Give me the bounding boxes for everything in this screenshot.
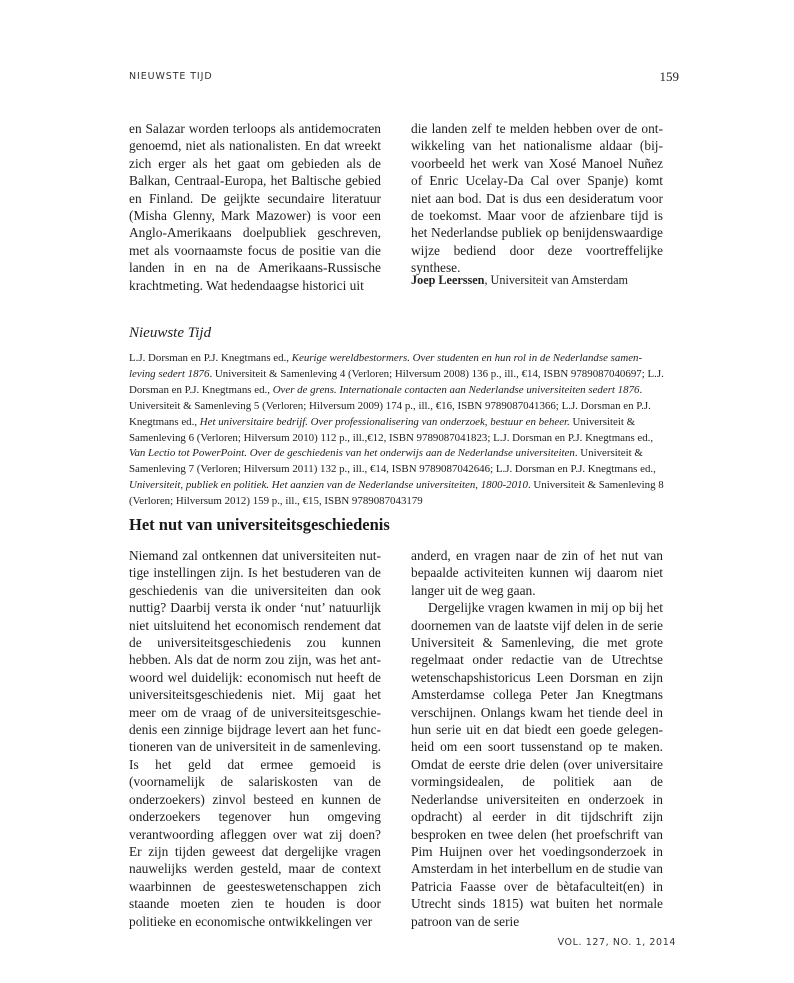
bib-authors: L.J. Dorsman en P.J. Knegtmans ed., [493,431,654,444]
bib-details: . Universiteit & Samenleving 4 (Verloren; Hilversum 2008) 136 p., ill., €14, ISBN 9789087040697; [209,367,648,380]
article-right-column [411,547,663,930]
article-left-column [129,547,381,930]
bib-title: Het universitaire bedrijf. Over professionalisering van onderzoek, bestuur en beheer. [199,415,570,428]
bib-title: Over de grens. Internationale contacten aan Nederlandse universiteiten sedert 1876 [272,383,640,396]
reviewer-affiliation: , Universiteit van Amsterdam [484,273,628,287]
reviewer-name: Joep Leerssen [411,273,485,287]
bib-details: Universiteit & Samenleving 6 (Verloren; Hilversum 2010) 112 p., ill.,€12, ISBN 9789087041823; [129,415,636,444]
bib-details: . Universiteit & Samenleving 7 (Verloren; Hilversum 2011) 132 p., ill., €14, ISBN 9789087042646; [129,447,643,476]
running-head: NIEUWSTE TIJD [129,71,213,82]
bib-authors: L.J. Dorsman en P.J. Knegtmans ed., [495,463,656,476]
paragraph: Dergelijke vragen kwamen in mij op bij het doornemen van de laatste vijf delen in de serie Universiteit & Samenleving, die met grote regelmaat onder redactie van de Utrechtse wetenschapshistoricus Leen Dorsman en zijn Amsterdamse collega Peter Jan Knegtmans verschijnen. Onlangs kwam het tiende deel in hun serie uit en dat biedt een goede gelegenheid om een soort tussenstand op te maken. Omdat de eerste drie delen (over universitaire vormingsidealen, de politiek aan de Nederlandse universiteiten en onderzoek in opdracht) al eerder in dit tijdschrift zijn besproken en twee delen (het proefschrift van Pim Huijnen over het voedingsonderzoek in Amsterdam in het interbellum en de studie van Patricia Faasse over de bètafaculteit(en) in Utrecht sinds 1815) wat buiten het normale patroon van de serie [411,600,663,929]
bib-authors: L.J. Dorsman en P.J. Knegtmans ed., [129,367,664,396]
paragraph: anderd, en vragen naar de zin of het nut van bepaalde activiteiten kunnen wij daarom niet langer uit de weg gaan. [411,548,663,598]
page-number: 159 [659,69,679,84]
bib-title: Keurige wereldbestormers. Over studenten en hun rol in de Nederlandse samenleving sedert 1876 [129,352,643,380]
previous-review-left-column [129,120,381,294]
bib-authors: L.J. Dorsman en P.J. Knegtmans ed., [129,399,651,428]
article-title: Het nut van universiteitsgeschiedenis [129,515,390,534]
paragraph: en Salazar worden terloops als antidemocraten genoemd, niet als nationalisten. En dat wreekt zich erger als het gaat om gebieden als de Balkan, Centraal-Europa, het Baltische gebied en Finland. De geijkte secundaire literatuur (Misha Glenny, Mark Mazower) is voor een Anglo-Amerikaans doelpubliek geschreven, met als voornaamste focus de positie van die landen in en na de Amerikaans-Russische krachtmeting. Wat hedendaagse historici uit [129,121,381,293]
reviewer-signature [411,273,628,288]
bib-authors: L.J. Dorsman en P.J. Knegtmans ed., [129,352,292,364]
journal-volume-footer: VOL. 127, NO. 1, 2014 [557,937,676,948]
bib-details: . Universiteit & Samenleving 8 (Verloren; Hilversum 2012) 159 p., ill., €15, ISBN 9789087043179 [129,479,664,508]
bib-entry [129,352,647,380]
paragraph: die landen zelf te melden hebben over de ontwikkeling van het nationalisme aldaar (bijvoorbeeld het werk van Xosé Manoel Nuñez of Enric Ucelay-Da Cal over Spanje) komt niet aan bod. Dat is dus een desideratum voor de toekomst. Maar voor de afzienbare tijd is het Nederlandse publiek op benijdenswaardige wijze bediend door deze voortreffelijke synthese. [411,121,663,276]
previous-review-right-column [411,120,663,277]
paragraph: Niemand zal ontkennen dat universiteiten nuttige instellingen zijn. Is het bestuderen van de geschiedenis van die universiteiten dan ook nuttig? Daarbij versta ik onder ‘nut’ natuurlijk niet uitsluitend het economisch rendement dat de universiteitsgeschiedenis zou kunnen hebben. Als dat de norm zou zijn, was het antwoord wel duidelijk: economisch nut heeft de universiteitsgeschiedenis niet. Mij gaat het meer om de vraag of de universiteitsgeschiedenis een zinnige bijdrage levert aan het functioneren van de universiteit in de samenleving. Is het geld dat ermee gemoeid is (voornamelijk de salariskosten van de onderzoekers) zinvol besteed en kunnen de onderzoekers tegenover hun omgeving verantwoording afleggen over wat zij doen? Er zijn tijden geweest dat dergelijke vragen nauwelijks werden gesteld, maar de context waarbinnen de geesteswetenschappen zich staande moeten zien te houden is door politieke en economische ontwikkelingen ver [129,548,381,929]
bib-details: . Universiteit & Samenleving 5 (Verloren; Hilversum 2009) 174 p., ill., €16, ISBN 9789087041366; [129,383,643,412]
bibliography [129,351,664,510]
section-title: Nieuwste Tijd [129,325,212,341]
bib-title: Van Lectio tot PowerPoint. Over de geschiedenis van het onderwijs aan de Nederlandse universiteiten [129,447,575,460]
bib-title: Universiteit, publiek en politiek. Het aanzien van de Nederlandse universiteiten, 1800-2010 [129,479,528,492]
